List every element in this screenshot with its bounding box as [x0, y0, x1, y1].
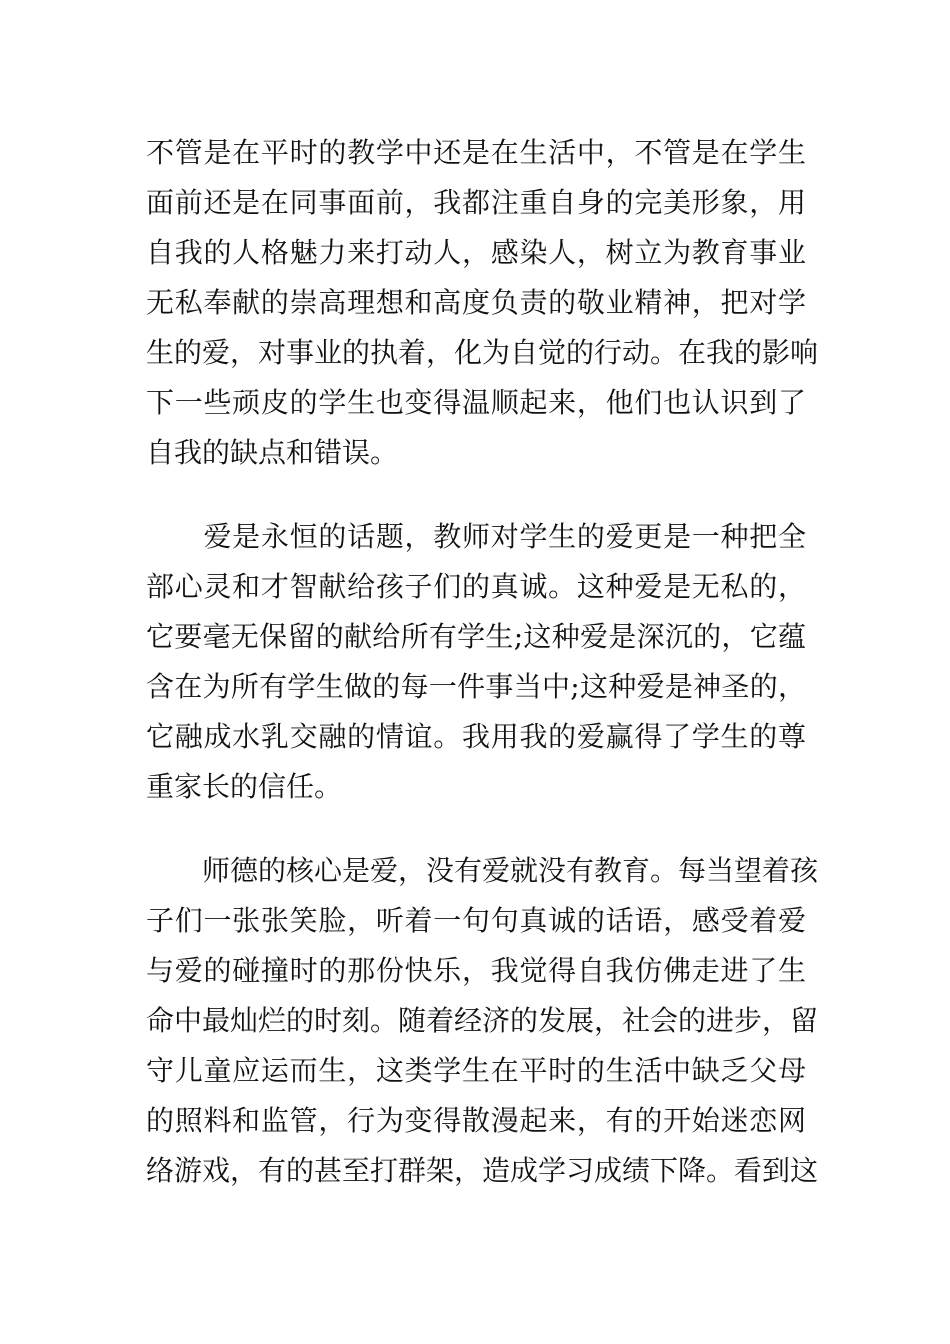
- text-line: 守儿童应运而生，这类学生在平时的生活中缺乏父母: [146, 1054, 806, 1087]
- paragraph-2: [146, 512, 806, 812]
- text-line: 重家长的信任。: [146, 770, 343, 803]
- text-line: 生的爱，对事业的执着，化为自觉的行动。在我的影响: [146, 336, 819, 369]
- text-line: 不管是在平时的教学中还是在生活中，不管是在学生: [146, 136, 806, 169]
- text-line: 子们一张张笑脸，听着一句句真诚的话语，感受着爱: [146, 904, 806, 937]
- text-line: 络游戏，有的甚至打群架，造成学习成绩下降。看到这: [146, 1154, 819, 1187]
- text-line: 与爱的碰撞时的那份快乐，我觉得自我仿佛走进了生: [146, 954, 806, 987]
- paragraph-1: [146, 128, 819, 478]
- text-line: 含在为所有学生做的每一件事当中;这种爱是神圣的，: [146, 670, 806, 703]
- document-page: [146, 128, 819, 1196]
- text-line: 师德的核心是爱，没有爱就没有教育。每当望着孩: [146, 854, 819, 887]
- text-line: 它要毫无保留的献给所有学生;这种爱是深沉的，它蕴: [146, 620, 806, 653]
- paragraph-3: [146, 846, 819, 1196]
- text-line: 面前还是在同事面前，我都注重自身的完美形象，用: [146, 186, 806, 219]
- text-line: 的照料和监管，行为变得散漫起来，有的开始迷恋网: [146, 1104, 806, 1137]
- text-line: 命中最灿烂的时刻。随着经济的发展，社会的进步，留: [146, 1004, 819, 1037]
- text-line: 它融成水乳交融的情谊。我用我的爱赢得了学生的尊: [146, 720, 806, 753]
- text-line: 无私奉献的崇高理想和高度负责的敬业精神，把对学: [146, 286, 806, 319]
- paragraph-gap: [146, 812, 806, 846]
- text-line: 爱是永恒的话题，教师对学生的爱更是一种把全: [146, 520, 806, 553]
- text-line: 自我的缺点和错误。: [146, 436, 399, 469]
- paragraph-gap: [146, 478, 806, 512]
- text-line: 自我的人格魅力来打动人，感染人，树立为教育事业: [146, 236, 806, 269]
- text-line: 下一些顽皮的学生也变得温顺起来，他们也认识到了: [146, 386, 806, 419]
- text-line: 部心灵和才智献给孩子们的真诚。这种爱是无私的，: [146, 570, 806, 603]
